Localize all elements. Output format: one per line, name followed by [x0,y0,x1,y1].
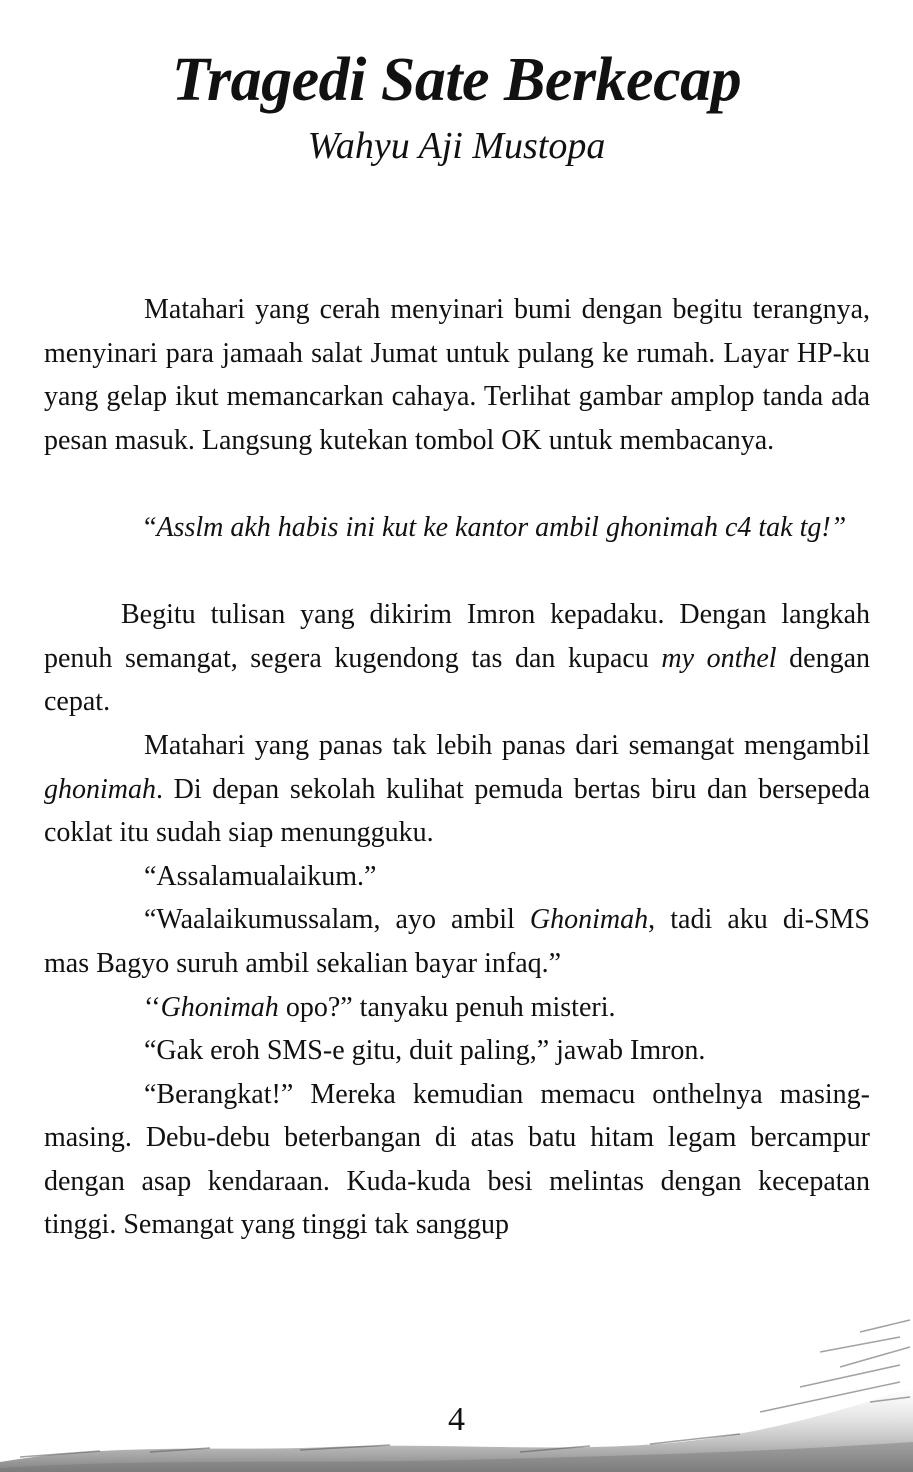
story-body [44,288,870,1247]
text-segment: “Assalamualaikum.” [144,860,377,892]
text-segment: opo?” tanyaku penuh misteri. [278,991,616,1023]
italic-text: Asslm akh habis ini kut ke kantor ambil ghonimah c4 tak tg!” [156,511,847,543]
page-number: 4 [448,1401,465,1438]
author-name: Wahyu Aji Mustopa [307,125,606,167]
text-segment: “Berangkat!” Mereka kemudian memacu onthelnya masing-masing. Debu-debu beterbangan di atas batu hitam legam bercampur dengan asap kendaraan. Kuda-kuda besi melintas dengan kecepatan tinggi. Semangat yang tinggi tak sanggup [44,1078,870,1241]
paragraph-gap [44,462,870,506]
italic-text: Ghonimah [529,904,649,936]
paragraph [44,506,870,550]
text-segment: . Di depan sekolah kulihat pemuda bertas biru dan bersepeda coklat itu sudah siap menungguku. [44,773,870,849]
text-segment: “Gak eroh SMS-e gitu, duit paling,” jawab Imron. [144,1035,706,1067]
paragraph [44,724,870,855]
paragraph [44,593,870,724]
paragraph [44,1073,870,1247]
paragraph [44,1029,870,1073]
italic-text: Ghonimah [160,991,279,1023]
text-segment: Matahari yang panas tak lebih panas dari semangat mengambil [144,729,870,761]
text-segment: “Waalaikumussalam, ayo ambil [144,904,530,936]
text-segment: Matahari yang cerah menyinari bumi dengan begitu terangnya, menyinari para jamaah salat Jumat untuk pulang ke rumah. Layar HP-ku yang gelap ikut memancarkan cahaya. Terlihat gambar amplop tanda ada pesan masuk. Langsung kutekan tombol OK untuk membacanya. [44,294,870,456]
text-segment: Begitu tulisan yang dikirim Imron kepadaku. Dengan langkah penuh semangat, segera kugendong tas dan kupacu [44,599,870,674]
paragraph [44,288,870,462]
ink-wash-decoration [0,1292,913,1472]
paragraph [44,986,870,1030]
italic-text: ghonimah [44,773,156,805]
paragraph [44,855,870,899]
text-segment: dengan cepat. [44,642,871,718]
text-segment: , tadi aku di-SMS mas Bagyo suruh ambil sekalian bayar infaq.” [44,904,870,979]
story-title: Tragedi Sate Berkecap [171,46,742,114]
paragraph-gap [44,550,870,594]
paragraph [44,898,870,985]
italic-text: my onthel [661,642,777,674]
text-segment: ‘‘ [144,991,161,1023]
text-segment: “ [144,511,157,543]
